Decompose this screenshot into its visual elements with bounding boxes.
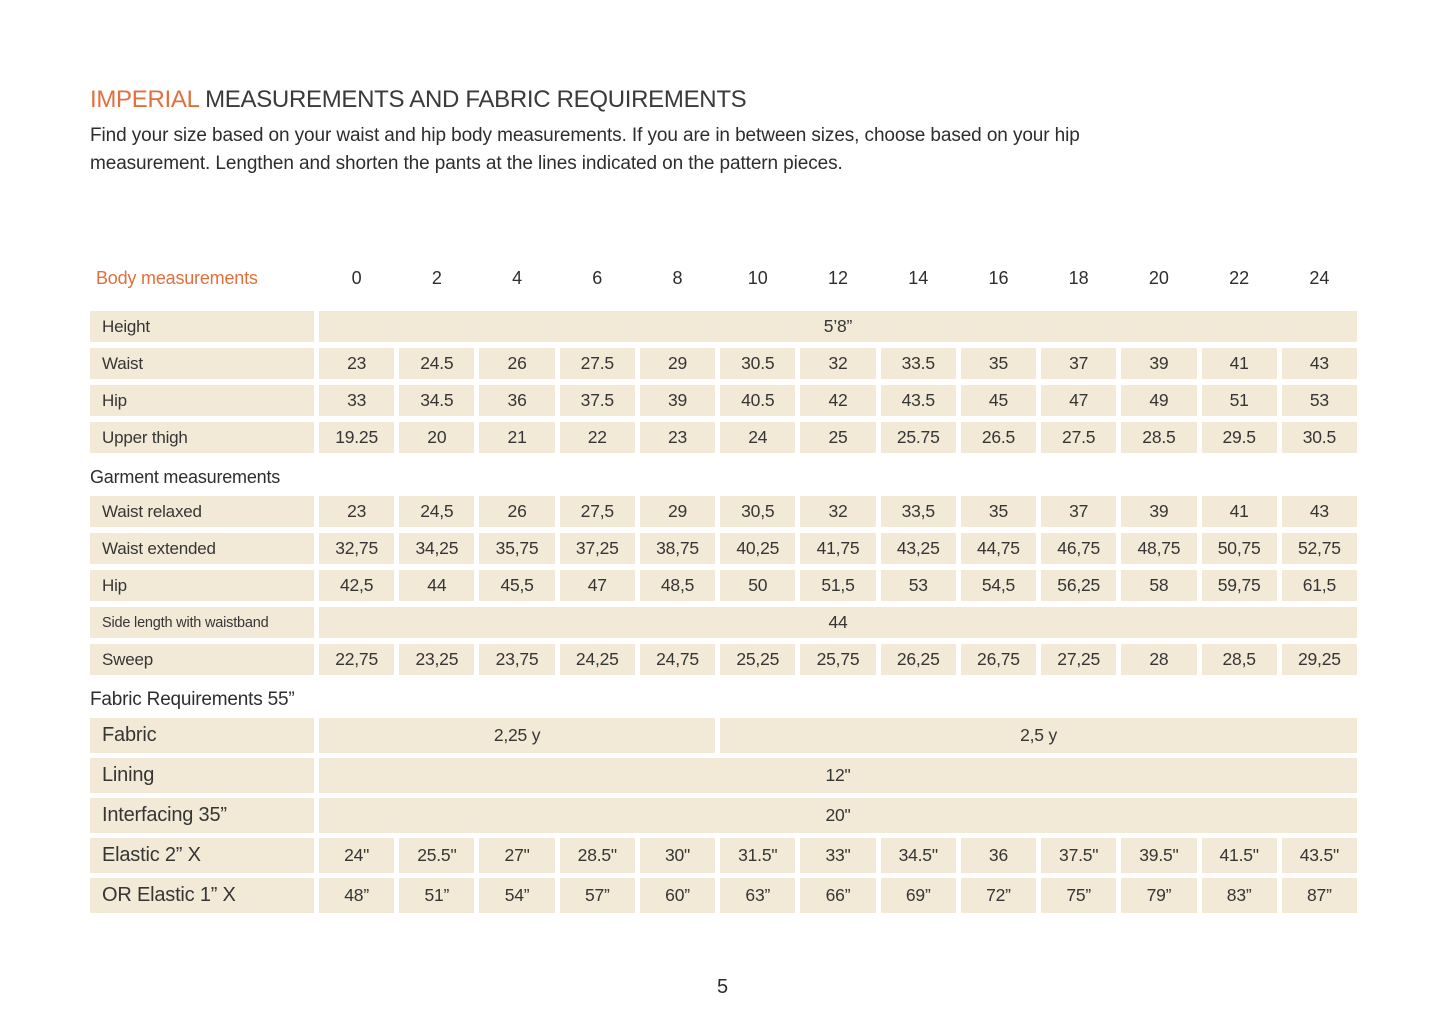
row-label: Waist	[90, 348, 314, 379]
value-cell: 49	[1121, 385, 1196, 416]
intro-line-2: measurement. Lengthen and shorten the pants at the lines indicated on the pattern pieces.	[90, 153, 843, 174]
section-header: Garment measurements	[90, 467, 281, 487]
value-cell: 26	[479, 496, 554, 527]
size-column-header: 16	[988, 268, 1009, 288]
row-label: Height	[90, 311, 314, 342]
value-cell: 33"	[800, 838, 875, 873]
value-cell: 42	[800, 385, 875, 416]
table-row	[90, 570, 1357, 601]
value-cell: 61,5	[1282, 570, 1357, 601]
value-cell: 48,75	[1121, 533, 1196, 564]
size-column-header: 8	[672, 268, 683, 288]
value-cell: 69”	[881, 878, 956, 913]
table-header-label: Body measurements	[96, 268, 258, 288]
table-row	[90, 385, 1357, 416]
value-cell: 35	[961, 496, 1036, 527]
row-label: OR Elastic 1” X	[90, 878, 314, 913]
row-label: Hip	[90, 385, 314, 416]
value-cell: 59,75	[1202, 570, 1277, 601]
value-cell: 45	[961, 385, 1036, 416]
size-column-header: 24	[1309, 268, 1330, 288]
value-cell: 45,5	[479, 570, 554, 601]
size-column-header: 12	[827, 268, 848, 288]
value-cell: 21	[479, 422, 554, 453]
value-cell: 43.5"	[1282, 838, 1357, 873]
value-cell: 25,25	[720, 644, 795, 675]
value-cell: 25	[800, 422, 875, 453]
page-number: 5	[716, 976, 729, 998]
table-row	[90, 422, 1357, 453]
value-cell: 46,75	[1041, 533, 1116, 564]
value-cell: 53	[1282, 385, 1357, 416]
value-cell: 27,5	[560, 496, 635, 527]
row-label: Waist extended	[90, 533, 314, 564]
value-cell: 29.5	[1202, 422, 1277, 453]
value-cell: 25,75	[800, 644, 875, 675]
value-cell: 37,25	[560, 533, 635, 564]
row-label: Hip	[90, 570, 314, 601]
value-cell: 75”	[1041, 878, 1116, 913]
size-column-header: 10	[747, 268, 768, 288]
value-cell: 22,75	[319, 644, 394, 675]
table-row	[90, 718, 1357, 753]
value-cell: 33	[319, 385, 394, 416]
value-cell: 60”	[640, 878, 715, 913]
value-cell: 30,5	[720, 496, 795, 527]
value-cell: 50	[720, 570, 795, 601]
table-row	[90, 644, 1357, 675]
value-cell: 79”	[1121, 878, 1196, 913]
row-label: Lining	[90, 758, 314, 793]
table-row	[90, 798, 1357, 833]
value-cell: 40,25	[720, 533, 795, 564]
value-cell: 28.5	[1121, 422, 1196, 453]
value-cell: 19.25	[319, 422, 394, 453]
value-cell: 26.5	[961, 422, 1036, 453]
value-cell: 50,75	[1202, 533, 1277, 564]
value-cell: 26,25	[881, 644, 956, 675]
value-cell: 37	[1041, 348, 1116, 379]
size-column-header: 4	[512, 268, 523, 288]
value-cell: 37.5	[560, 385, 635, 416]
value-cell: 35,75	[479, 533, 554, 564]
table-row	[90, 311, 1357, 342]
value-cell: 53	[881, 570, 956, 601]
value-cell: 38,75	[640, 533, 715, 564]
value-cell: 29	[640, 348, 715, 379]
value-cell: 30.5	[1282, 422, 1357, 453]
size-column-header: 2	[431, 268, 442, 288]
size-column-header: 0	[351, 268, 362, 288]
value-cell: 41,75	[800, 533, 875, 564]
size-column-header: 18	[1068, 268, 1089, 288]
value-cell: 54,5	[961, 570, 1036, 601]
row-label: Waist relaxed	[90, 496, 314, 527]
value-cell: 20	[399, 422, 474, 453]
value-cell: 22	[560, 422, 635, 453]
value-cell: 43.5	[881, 385, 956, 416]
value-cell: 26,75	[961, 644, 1036, 675]
value-cell: 41	[1202, 496, 1277, 527]
value-cell: 57”	[560, 878, 635, 913]
span-value-cell: 20"	[319, 798, 1357, 833]
value-cell: 33.5	[881, 348, 956, 379]
value-cell: 37	[1041, 496, 1116, 527]
value-cell: 24,5	[399, 496, 474, 527]
value-cell: 48”	[319, 878, 394, 913]
value-cell: 34.5"	[881, 838, 956, 873]
table-row	[90, 607, 1357, 638]
value-cell: 39	[1121, 348, 1196, 379]
table-row	[90, 496, 1357, 527]
value-cell: 26	[479, 348, 554, 379]
value-cell: 23	[319, 496, 394, 527]
value-cell: 37.5"	[1041, 838, 1116, 873]
value-cell: 56,25	[1041, 570, 1116, 601]
value-cell: 63”	[720, 878, 795, 913]
table-row	[90, 838, 1357, 873]
value-cell: 27.5	[560, 348, 635, 379]
size-column-header: 6	[592, 268, 603, 288]
value-cell: 28.5"	[560, 838, 635, 873]
span-value-cell: 5’8”	[319, 311, 1357, 342]
value-cell: 43	[1282, 496, 1357, 527]
value-cell: 51”	[399, 878, 474, 913]
value-cell: 42,5	[319, 570, 394, 601]
value-cell: 51	[1202, 385, 1277, 416]
value-cell: 66”	[800, 878, 875, 913]
table-row	[90, 758, 1357, 793]
span-value-cell: 44	[319, 607, 1357, 638]
value-cell: 23,75	[479, 644, 554, 675]
value-cell: 43,25	[881, 533, 956, 564]
value-cell: 36	[961, 838, 1036, 873]
value-cell: 25.75	[881, 422, 956, 453]
value-cell: 32	[800, 348, 875, 379]
value-cell: 54”	[479, 878, 554, 913]
row-label: Sweep	[90, 644, 314, 675]
value-cell: 87”	[1282, 878, 1357, 913]
value-cell: 72”	[961, 878, 1036, 913]
size-column-header: 22	[1229, 268, 1250, 288]
value-cell: 34.5	[399, 385, 474, 416]
value-cell: 83”	[1202, 878, 1277, 913]
value-cell: 27"	[479, 838, 554, 873]
value-cell: 52,75	[1282, 533, 1357, 564]
value-cell: 44	[399, 570, 474, 601]
span-value-cell: 12"	[319, 758, 1357, 793]
value-cell: 32,75	[319, 533, 394, 564]
value-cell: 39.5"	[1121, 838, 1196, 873]
table-row	[90, 348, 1357, 379]
value-cell: 39	[640, 385, 715, 416]
value-cell: 39	[1121, 496, 1196, 527]
value-cell: 24	[720, 422, 795, 453]
value-cell: 44,75	[961, 533, 1036, 564]
span-value-cell: 2,5 y	[720, 718, 1357, 753]
row-label: Interfacing 35”	[90, 798, 314, 833]
section-header: Fabric Requirements 55”	[90, 688, 295, 710]
value-cell: 28,5	[1202, 644, 1277, 675]
row-label: Fabric	[90, 718, 314, 753]
value-cell: 23	[640, 422, 715, 453]
value-cell: 58	[1121, 570, 1196, 601]
page-title	[90, 0, 1357, 112]
value-cell: 35	[961, 348, 1036, 379]
value-cell: 24.5	[399, 348, 474, 379]
value-cell: 30"	[640, 838, 715, 873]
value-cell: 41.5"	[1202, 838, 1277, 873]
span-value-cell: 2,25 y	[319, 718, 715, 753]
value-cell: 24,75	[640, 644, 715, 675]
value-cell: 29,25	[1282, 644, 1357, 675]
size-column-header: 20	[1148, 268, 1169, 288]
value-cell: 47	[1041, 385, 1116, 416]
value-cell: 47	[560, 570, 635, 601]
value-cell: 34,25	[399, 533, 474, 564]
value-cell: 24,25	[560, 644, 635, 675]
value-cell: 28	[1121, 644, 1196, 675]
table-header-row	[90, 268, 1357, 289]
value-cell: 32	[800, 496, 875, 527]
value-cell: 41	[1202, 348, 1277, 379]
value-cell: 27.5	[1041, 422, 1116, 453]
value-cell: 27,25	[1041, 644, 1116, 675]
value-cell: 36	[479, 385, 554, 416]
value-cell: 51,5	[800, 570, 875, 601]
value-cell: 40.5	[720, 385, 795, 416]
intro-line-1: Find your size based on your waist and hip body measurements. If you are in between sizes, choose based on your hip	[90, 125, 1080, 146]
value-cell: 23,25	[399, 644, 474, 675]
value-cell: 23	[319, 348, 394, 379]
value-cell: 30.5	[720, 348, 795, 379]
page-title-accent: IMPERIAL	[90, 86, 199, 113]
value-cell: 25.5"	[399, 838, 474, 873]
value-cell: 48,5	[640, 570, 715, 601]
table-body	[90, 311, 1357, 913]
row-label: Upper thigh	[90, 422, 314, 453]
value-cell: 31.5"	[720, 838, 795, 873]
value-cell: 33,5	[881, 496, 956, 527]
value-cell: 29	[640, 496, 715, 527]
row-label: Side length with waistband	[90, 607, 314, 638]
size-table	[90, 268, 1357, 913]
row-label: Elastic 2” X	[90, 838, 314, 873]
table-row	[90, 533, 1357, 564]
intro-text	[90, 122, 1357, 178]
value-cell: 43	[1282, 348, 1357, 379]
page-title-rest: MEASUREMENTS AND FABRIC REQUIREMENTS	[198, 86, 747, 113]
table-row	[90, 878, 1357, 913]
size-column-header: 14	[908, 268, 929, 288]
value-cell: 24"	[319, 838, 394, 873]
